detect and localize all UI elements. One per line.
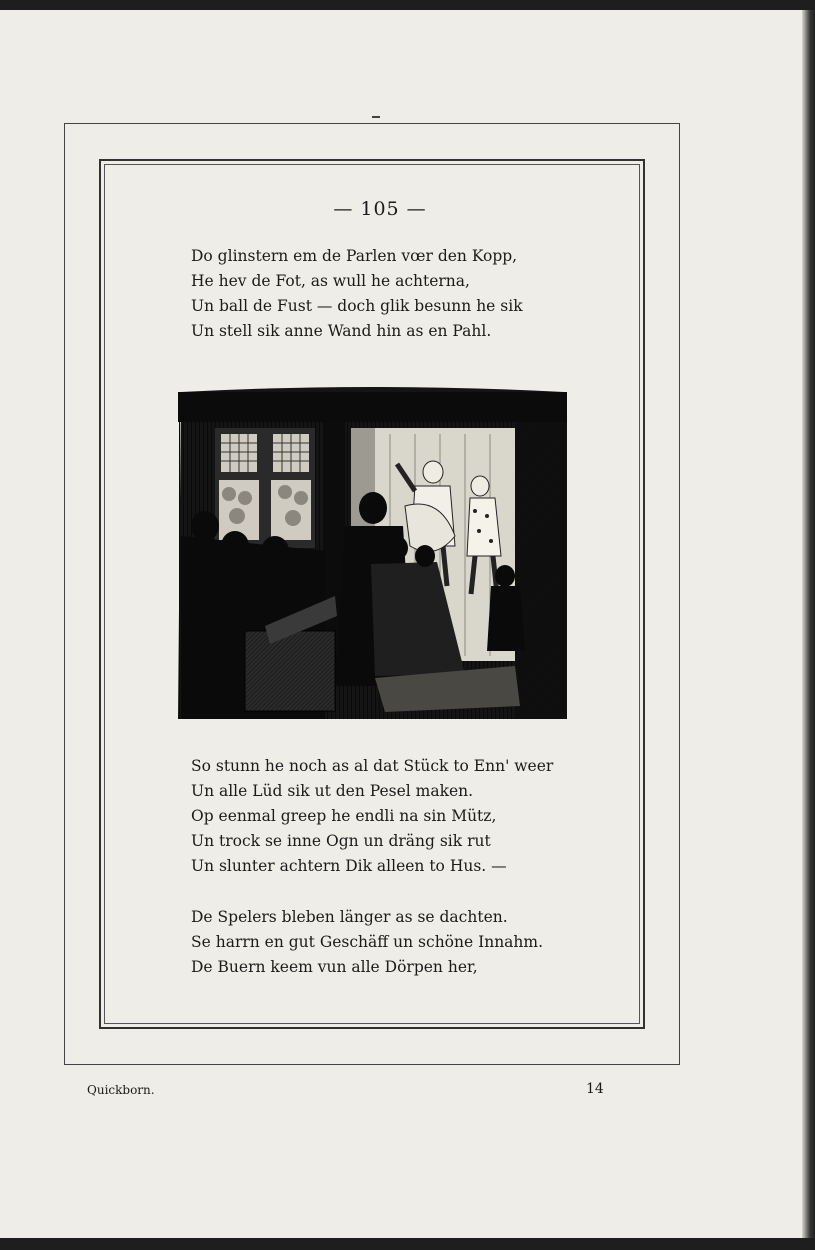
verse-line: Do glinstern em de Parlen vœr den Kopp, xyxy=(191,247,518,265)
print-mark xyxy=(372,116,380,118)
verse-line: De Buern keem vun alle Dörpen her, xyxy=(191,958,478,976)
verse-line: Un alle Lüd sik ut den Pesel maken. xyxy=(191,782,474,800)
verse-line: Un ball de Fust — doch glik besunn he sik xyxy=(191,297,523,315)
footer-book-title: Quickborn. xyxy=(87,1083,155,1097)
verse-line: Un trock se inne Ogn un dräng sik rut xyxy=(191,832,491,850)
verse-line: Un stell sik anne Wand hin as en Pahl. xyxy=(191,322,492,340)
verse-line: Op eenmal greep he endli na sin Mütz, xyxy=(191,807,497,825)
verse-line: He hev de Fot, as wull he achterna, xyxy=(191,272,470,290)
tavern-engraving xyxy=(175,386,570,719)
verse-line: Un slunter achtern Dik alleen to Hus. — xyxy=(191,857,507,875)
footer-signature: 14 xyxy=(586,1081,604,1097)
page-number: — 105 — xyxy=(333,198,427,220)
verse-line: So stunn he noch as al dat Stück to Enn' weer xyxy=(191,757,554,775)
verse-line: Se harrn en gut Geschäff un schöne Innahm. xyxy=(191,933,544,951)
stanza-middle xyxy=(191,754,553,879)
stanza-top xyxy=(191,244,523,344)
verse-line: De Spelers bleben länger as se dachten. xyxy=(191,908,508,926)
stanza-bottom xyxy=(191,905,543,980)
page-edge xyxy=(802,10,815,1238)
